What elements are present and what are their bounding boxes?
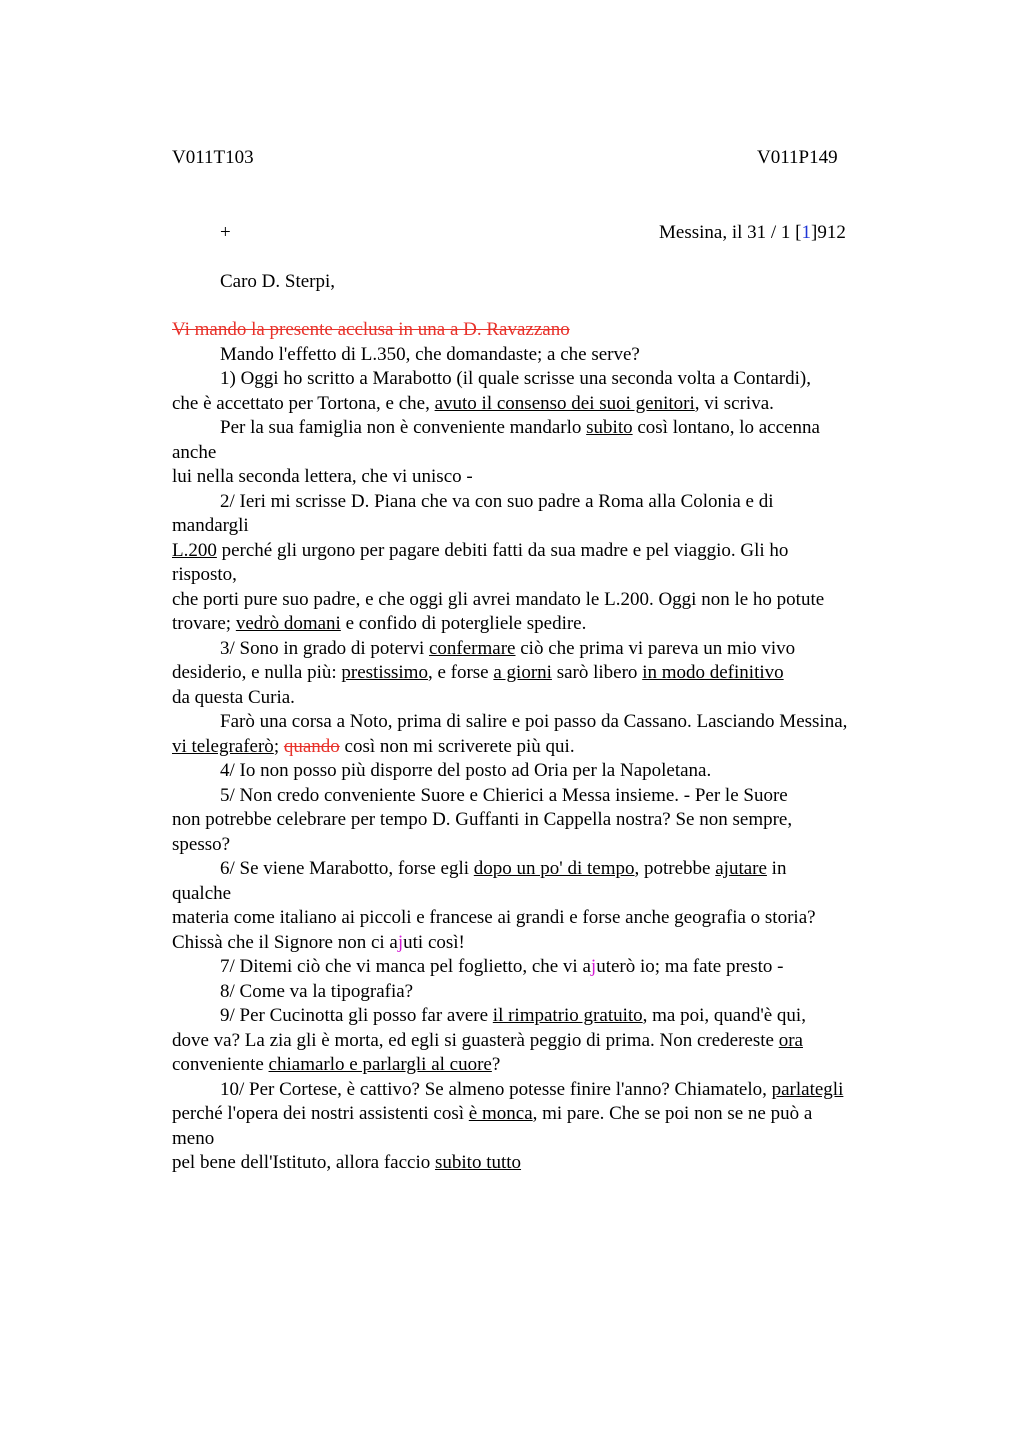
text-segment: Per la sua famiglia non è conveniente mandarlo — [220, 417, 587, 438]
deleted-text: Vi mando la presente acclusa in una a D. Ravazzano — [172, 319, 570, 340]
text-segment: lui nella seconda lettera, che vi unisco - — [172, 466, 473, 487]
text-segment: da questa Curia. — [172, 686, 295, 708]
text-segment: , vi scriva. — [694, 392, 774, 414]
text-segment: , e forse — [427, 662, 494, 683]
text-segment: ? — [491, 1054, 501, 1075]
salutation: Caro D. Sterpi, — [220, 271, 336, 292]
text-segment: , ma poi, quand'è qui, — [642, 1005, 806, 1026]
text-segment: qualche — [172, 882, 232, 904]
underlined-text: L.200 — [172, 539, 217, 561]
text-segment: e confido di potergliele spedire. — [340, 613, 587, 634]
letter-line — [172, 514, 912, 539]
text-segment: 4/ Io non posso più disporre del posto ad Oria per la Napoletana. — [220, 760, 712, 781]
letter-line — [172, 1053, 912, 1078]
letter-line — [172, 1004, 912, 1029]
text-segment: , mi pare. Che se poi non se ne può a — [532, 1103, 813, 1124]
letter-line — [172, 710, 912, 735]
letter-line — [172, 318, 912, 343]
letter-line — [172, 808, 912, 833]
underlined-text: è monca — [468, 1103, 533, 1124]
letter-line — [172, 735, 912, 760]
text-segment: così lontano, lo accenna — [632, 417, 820, 438]
text-segment: pel bene dell'Istituto, allora faccio — [172, 1152, 435, 1173]
text-segment: sarò libero — [551, 662, 643, 683]
text-segment: dove va? La zia gli è morta, ed egli si guasterà peggio di prima. Non credereste — [172, 1029, 779, 1051]
underlined-text: vedrò domani — [235, 613, 341, 634]
letter-line — [172, 857, 912, 882]
cross-mark: + — [220, 222, 231, 243]
underlined-text: vi telegraferò — [172, 735, 274, 757]
text-segment: che è accettato per Tortona, e che, — [172, 392, 435, 414]
letter-line — [172, 1078, 912, 1103]
text-segment: materia come italiano ai piccoli e francese ai grandi e forse anche geografia o storia? — [172, 907, 816, 928]
underlined-text: subito — [586, 417, 633, 438]
letter-line — [172, 465, 912, 490]
text-segment: mandargli — [172, 515, 249, 536]
letter-line — [172, 882, 912, 907]
dateline — [659, 221, 846, 245]
letter-line — [172, 637, 912, 662]
letter-line — [172, 367, 912, 392]
text-segment: meno — [172, 1127, 215, 1149]
text-segment: 10/ Per Cortese, è cattivo? Se almeno potesse finire l'anno? Chiamatelo, — [220, 1078, 772, 1100]
underlined-text: il rimpatrio gratuito — [492, 1005, 643, 1026]
underlined-text: avuto il consenso dei suoi genitori — [434, 392, 695, 414]
letter-line — [172, 980, 912, 1005]
text-segment: anche — [172, 441, 217, 463]
letter-line — [172, 955, 912, 980]
letter-line — [172, 1127, 912, 1152]
underlined-text: a giorni — [493, 662, 552, 683]
text-segment: 6/ Se viene Marabotto, forse egli — [220, 858, 474, 879]
deleted-text: quando — [283, 735, 340, 757]
letter-line — [172, 441, 912, 466]
underlined-text: ora — [778, 1029, 803, 1051]
text-segment: uti così! — [403, 931, 465, 953]
letter-line — [172, 1151, 912, 1176]
text-segment: così non mi scriverete più qui. — [339, 735, 575, 757]
text-segment: , potrebbe — [634, 858, 716, 879]
text-segment: risposto, — [172, 564, 237, 585]
editorial-insertion: j — [397, 931, 404, 953]
text-segment: in — [766, 858, 787, 879]
letter-line — [172, 661, 912, 686]
underlined-text: subito tutto — [435, 1152, 522, 1173]
letter-line — [172, 1029, 912, 1054]
underlined-text: confermare — [428, 637, 516, 659]
letter-line — [172, 612, 912, 637]
underlined-text: ajutare — [715, 858, 767, 879]
letter-body — [172, 318, 912, 1176]
document-code-right: V011P149 — [757, 147, 838, 168]
letter-line — [172, 931, 912, 956]
underlined-text: dopo un po' di tempo — [473, 858, 635, 879]
text-segment: spesso? — [172, 833, 231, 855]
dateline-prefix: Messina, il 31 / 1 [ — [659, 222, 802, 243]
text-segment: ciò che prima vi pareva un mio vivo — [515, 637, 796, 659]
text-segment: 3/ Sono in grado di potervi — [220, 637, 429, 659]
underlined-text: parlategli — [771, 1078, 844, 1100]
text-segment: perché gli urgono per pagare debiti fatti da sua madre e pel viaggio. Gli ho — [216, 539, 789, 561]
letter-line — [172, 539, 912, 564]
text-segment: Farò una corsa a Noto, prima di salire e poi passo da Cassano. Lasciando Messina, — [220, 711, 848, 732]
text-segment: perché l'opera dei nostri assistenti così — [172, 1103, 469, 1124]
letter-line — [172, 784, 912, 809]
text-segment: 9/ Per Cucinotta gli posso far avere — [220, 1005, 493, 1026]
dateline-inserted-digit: 1 — [801, 222, 811, 243]
text-segment: conveniente — [172, 1054, 269, 1075]
letter-line — [172, 833, 912, 858]
letter-line — [172, 563, 912, 588]
text-segment: uterò io; ma fate presto - — [596, 956, 784, 977]
text-segment: 8/ Come va la tipografia? — [220, 980, 414, 1002]
text-segment: trovare; — [172, 613, 236, 634]
letter-line — [172, 759, 912, 784]
letter-line — [172, 392, 912, 417]
letter-line — [172, 686, 912, 711]
letter-line — [172, 1102, 912, 1127]
letter-line — [172, 588, 912, 613]
editorial-insertion: j — [590, 956, 597, 977]
text-segment: ; — [273, 735, 284, 757]
text-segment: che porti pure suo padre, e che oggi gli avrei mandato le L.200. Oggi non le ho potute — [172, 588, 825, 610]
document-code-left: V011T103 — [172, 147, 254, 168]
text-segment: Chissà che il Signore non ci a — [172, 931, 398, 953]
text-segment: 5/ Non credo conveniente Suore e Chierici a Messa insieme. - Per le Suore — [220, 784, 788, 806]
text-segment: desiderio, e nulla più: — [172, 662, 342, 683]
text-segment: non potrebbe celebrare per tempo D. Guffanti in Cappella nostra? Se non sempre, — [172, 809, 793, 830]
text-segment: Mando l'effetto di L.350, che domandaste; a che serve? — [220, 343, 640, 365]
dateline-suffix: ]912 — [811, 222, 846, 243]
underlined-text: prestissimo — [341, 662, 428, 683]
text-segment: 2/ Ieri mi scrisse D. Piana che va con suo padre a Roma alla Colonia e di — [220, 490, 774, 512]
text-segment: 7/ Ditemi ciò che vi manca pel foglietto, che vi a — [220, 956, 591, 977]
text-segment: 1) Oggi ho scritto a Marabotto (il quale scrisse una seconda volta a Contardi), — [220, 368, 811, 389]
letter-line — [172, 490, 912, 515]
underlined-text: in modo definitivo — [642, 662, 784, 683]
letter-line — [172, 906, 912, 931]
letter-line — [172, 416, 912, 441]
underlined-text: chiamarlo e parlargli al cuore — [268, 1054, 492, 1075]
letter-line — [172, 343, 912, 368]
